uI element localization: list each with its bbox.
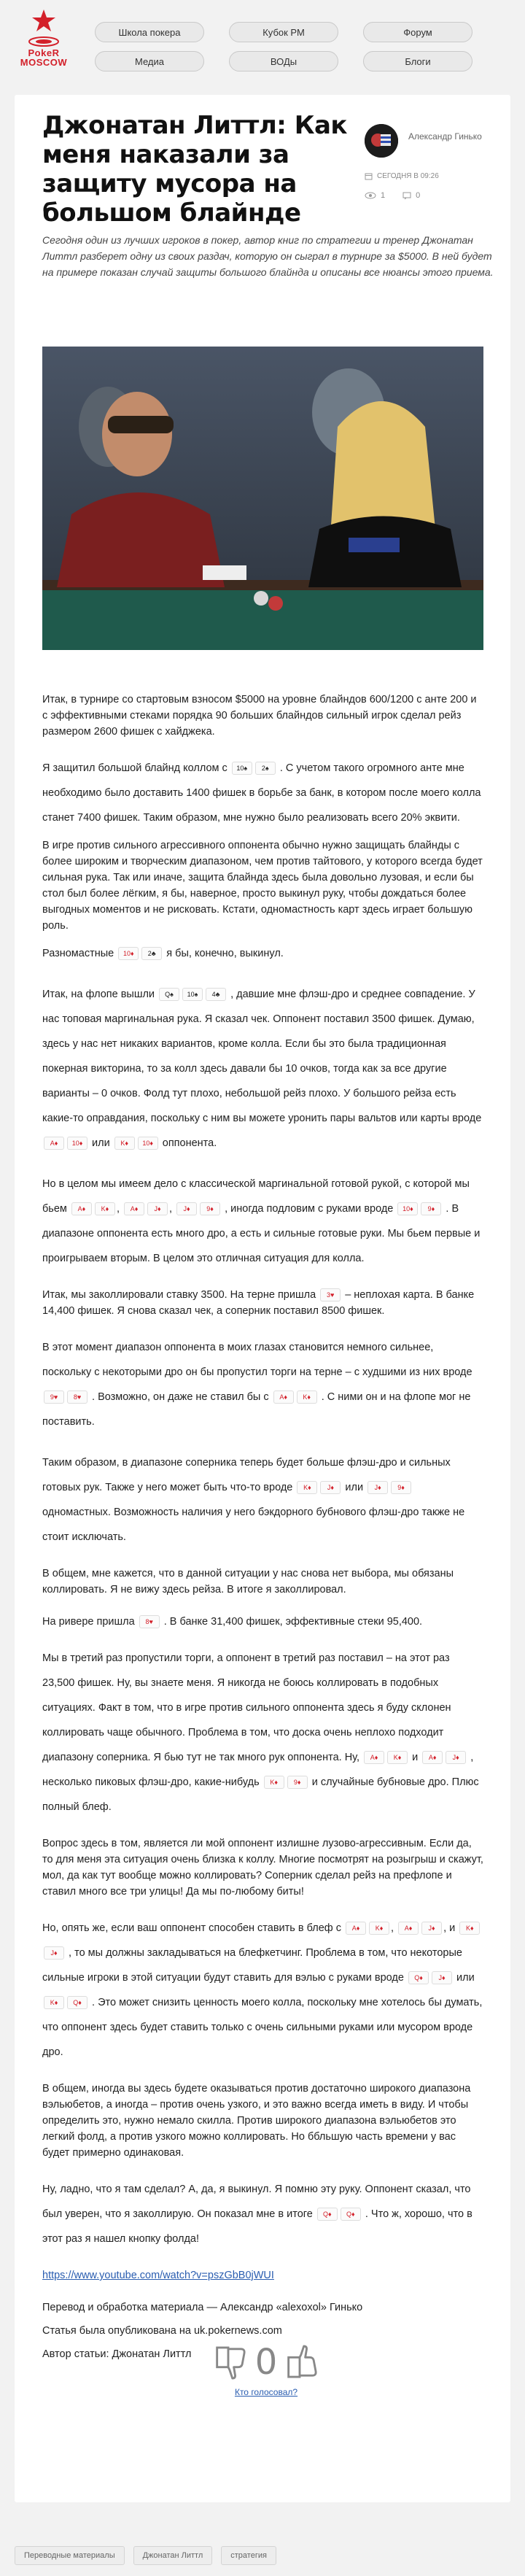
publish-date-text: СЕГОДНЯ В 09:26	[377, 172, 439, 180]
comment-icon	[402, 192, 411, 200]
card-worse-draw-2: 8♥	[67, 1391, 88, 1404]
thumbs-down-icon[interactable]	[211, 2343, 249, 2382]
card-beats-2b: J♦	[147, 1202, 168, 1215]
nav-cup-rm[interactable]: Кубок РМ	[229, 22, 338, 42]
card-ax10-1: A♦	[44, 1137, 64, 1150]
card-bluff-5a: A♦	[398, 1922, 419, 1935]
paragraph-14-text-b: и	[449, 1922, 456, 1934]
paragraph-2-text-b: . С учетом такого огромного анте мне необходимо было доставить 1400 фишек в борьбе за банк, в котором после моего колла станет 7400 фишек. Таким образом, мне нужно было реализовать всего 20% эквити.	[42, 762, 481, 824]
card-catch-1b: 9♦	[421, 1202, 441, 1215]
who-voted-link[interactable]: Кто голосовал?	[234, 2387, 298, 2397]
star-icon	[31, 9, 56, 32]
card-ax10-2: 10♦	[67, 1137, 88, 1150]
paragraph-9	[42, 1450, 483, 1550]
paragraph-6-text-b: , иногда подловим с руками вроде	[225, 1203, 394, 1215]
card-shown-1: Q♦	[317, 2208, 338, 2221]
card-bluff-1b: K♦	[387, 1751, 408, 1764]
video-link-paragraph	[42, 2267, 483, 2283]
author-name[interactable]: Александр Гинько	[408, 131, 482, 142]
poker-players-photo	[42, 347, 483, 650]
card-strong-2b: 9♦	[391, 1481, 411, 1494]
paragraph-6: Но в целом мы имеем дело с классической маргинальной готовой рукой, с которой мы бьем A♦ K♦ , A♦ J♦ , J♦ 9♦ , иногда подловим с руками вроде 10♦ 9♦ . В диапазоне оппонента есть много дро, а есть и сильные готовые руки. Мы бьем первые и проигрываем вторым. В целом это отличная ситуация для колла.	[42, 1178, 481, 1264]
card-kx10-1: K♦	[114, 1137, 135, 1150]
tag-jonathan-little[interactable]: Джонатан Литтл	[133, 2546, 213, 2565]
card-flop-1: Q♠	[159, 988, 179, 1001]
card-bluff-4a: A♦	[346, 1922, 366, 1935]
paragraph-9-text-b: или	[345, 1482, 364, 1493]
paragraph-10: В общем, мне кажется, что в данной ситуации у нас снова нет выбора, мы обязаны коллировать. Я не вижу здесь рейза. В итоге я заколлировал.	[42, 1568, 454, 1596]
card-turn: 3♥	[320, 1288, 341, 1301]
paragraph-14: Но, опять же, если ваш оппонент способен ставить в блеф с A♦ K♦ , A♦ J♦ , и K♦J♦ , то мы должны закладываться на блефкетчинг. Проблема в том, что некоторые сильные игроки в этой ситуации будут ставить для вэлью с руками вроде Q♦ J♦ или K♦ Q♦ . Это может снизить ценность моего колла, поскольку мне хотелось бы думать, что оппонент здесь будет ставить только с очень сильными руками или мусором вроде дро.	[42, 1922, 483, 2058]
paragraph-12-text-d: и случайные бубновые дро. Плюс полный блеф.	[42, 1776, 479, 1813]
card-bluff-2b: J♦	[446, 1751, 466, 1764]
paragraph-11-text-a: На ривере пришла	[42, 1616, 135, 1628]
card-strong-2a: J♦	[368, 1481, 388, 1494]
card-value-2b: Q♦	[67, 1996, 88, 2009]
card-catch-1a: 10♦	[397, 1202, 418, 1215]
card-beats-1a: A♦	[71, 1202, 92, 1215]
paragraph-12-text-a: Мы в третий раз пропустили торги, а оппонент в третий раз поставил – на этот раз 23,500 фишек. Ну, вы знаете меня. Я никогда не боюсь коллировать в подобных ситуациях. Факт в том, что в игре против сильного оппонента здесь я буду склонен коллировать чаще обычного. Проблема в том, что доска очень неплохо подходит диапазону соперника. Я бью тут не так много рук оппонента. Ну,	[42, 1652, 451, 1763]
thumbs-up-icon[interactable]	[283, 2343, 321, 2382]
paragraph-11-text-b: . В банке 31,400 фишек, эффективные стеки 95,400.	[163, 1616, 423, 1628]
card-river: 8♥	[139, 1615, 160, 1628]
youtube-link[interactable]: https://www.youtube.com/watch?v=pszGbB0jWUI	[42, 2270, 274, 2281]
paragraph-8	[42, 1335, 483, 1434]
card-flop-2: 10♠	[182, 988, 203, 1001]
paragraph-8-text-a: В этот момент диапазон оппонента в моих глазах становится немного сильнее, поскольку с некоторыми дро он бы пропустил торги на терне – с худшими из них вроде	[42, 1342, 472, 1378]
paragraph-2-text-a: Я защитил большой блайнд коллом с	[42, 762, 228, 774]
paragraph-7-text-b: – неплохая карта. В банке 14,400 фишек. Я снова сказал чек, а соперник поставил 8500 фишек.	[42, 1289, 475, 1317]
paragraph-11	[42, 1614, 483, 1630]
card-beats-3a: J♦	[176, 1202, 197, 1215]
article-photo	[42, 347, 483, 650]
card-bluff-5b: J♦	[421, 1922, 442, 1935]
site-header	[0, 0, 525, 88]
paragraph-3: В игре против сильного агрессивного оппонента обычно нужно защищать блайнды с более широким и творческим диапазоном, чем против тайтового, у которого всегда будет сильная рука. Так или иначе, защита блайнда здесь была довольно лузовая, и если бы стол был более лёгким, я бы, наверное, просто выкинул руку, чтобы дождаться более выгодных моментов и не рисковать. Кстати, одномастность карт здесь играет большую роль.	[42, 840, 483, 932]
card-value-1a: Q♦	[408, 1971, 429, 1984]
card-bluff-3b: 9♦	[287, 1776, 308, 1789]
paragraph-4-text-b: я бы, конечно, выкинул.	[166, 948, 284, 959]
paragraph-9-text-c: одномастных. Возможность наличия у него бэкдорного бубнового флэш-дро также не стоит исключать.	[42, 1506, 465, 1543]
logo-text-line1: PokeR	[28, 47, 60, 58]
paragraph-7-text-a: Итак, мы заколлировали ставку 3500. На терне пришла	[42, 1289, 316, 1301]
nav-blogs[interactable]: Блоги	[363, 51, 472, 71]
tag-translations[interactable]: Переводные материалы	[15, 2546, 125, 2565]
paragraph-9-text-a: Таким образом, в диапазоне соперника теперь будет больше флэш-дро и сильных готовых рук. Также у него может быть что-то вроде	[42, 1457, 451, 1493]
card-worse-draw-1: 9♥	[44, 1391, 64, 1404]
paragraph-14-text-e: . Это может снизить ценность моего колла, поскольку мне хотелось бы думать, что оппонент здесь будет ставить только с очень сильными руками или мусором вроде дро.	[42, 1997, 483, 2058]
paragraph-5-text-d: оппонента.	[162, 1137, 217, 1149]
nav-forum[interactable]: Форум	[363, 22, 472, 42]
paragraph-12-text-c: , несколько пиковых флэш-дро, какие-нибудь	[42, 1752, 474, 1788]
author-avatar[interactable]	[365, 124, 398, 158]
card-value-1b: J♦	[432, 1971, 452, 1984]
card-bluff-3a: K♦	[264, 1776, 284, 1789]
card-akx-2: K♦	[297, 1391, 317, 1404]
tag-list	[15, 2546, 276, 2565]
paragraph-12-text-b: и	[412, 1752, 419, 1763]
card-hero-2: 2♠	[255, 762, 276, 775]
article-stats	[365, 191, 420, 200]
paragraph-4-text-a: Разномастные	[42, 948, 114, 959]
card-bluff-2a: A♦	[422, 1751, 443, 1764]
site-logo[interactable]	[15, 9, 73, 82]
card-flop-3: 4♣	[206, 988, 226, 1001]
article-body	[42, 692, 483, 2370]
comments-count[interactable]: 0	[416, 191, 421, 200]
card-beats-3b: 9♦	[200, 1202, 220, 1215]
card-strong-1b: J♦	[320, 1481, 341, 1494]
card-value-2a: K♦	[44, 1996, 64, 2009]
paragraph-16	[42, 2177, 483, 2251]
card-beats-2a: A♦	[124, 1202, 144, 1215]
paragraph-14-text-a: Но, опять же, если ваш оппонент способен ставить в блеф с	[42, 1922, 341, 1934]
credit-translation: Перевод и обработка материала — Александр «alexoxol» Гинько	[42, 2302, 363, 2313]
paragraph-15: В общем, иногда вы здесь будете оказываться против достаточно широкого диапазона вэльюбетов, а иногда – против очень узкого, и это важно всегда иметь в виду. И чтобы определить это, нужно немало скилла. Против широкого диапазона вэльюбетов это легкий фолд, а против узкого можно коллировать. Но ббльшую часть времени у вас будет примерно одинаковая.	[42, 2083, 471, 2159]
calendar-icon	[365, 172, 373, 180]
vote-count: 0	[254, 2342, 278, 2383]
vote-widget	[211, 2342, 321, 2397]
nav-poker-school[interactable]: Школа покера	[95, 22, 204, 42]
avatar-image	[365, 124, 398, 158]
publish-date	[365, 172, 439, 180]
main-nav	[95, 22, 503, 71]
card-akx-1: A♦	[273, 1391, 294, 1404]
article-title: Джонатан Литтл: Как меня наказали за защиту мусора на большом блайнде	[42, 111, 348, 228]
card-beats-1b: K♦	[95, 1202, 115, 1215]
views-count: 1	[381, 191, 386, 200]
paragraph-6-text-a: Но в целом мы имеем дело с классической маргинальной готовой рукой, с которой мы бьем	[42, 1178, 470, 1215]
card-kx10-2: 10♦	[138, 1137, 158, 1150]
credit-author: Автор статьи: Джонатан Литтл	[42, 2348, 192, 2360]
card-offsuit-2: 2♣	[141, 947, 162, 960]
paragraph-14-text-d: или	[456, 1972, 475, 1984]
card-bluff-4b: K♦	[369, 1922, 389, 1935]
eye-icon	[365, 192, 376, 199]
paragraph-5-text-b: , давшие мне флэш-дро и среднее совпадение. У нас топовая маргинальная рука. Я сказал чек. Оппонент поставил 3500 фишек. Думаю, здесь у нас нет никаких вариантов, кроме колла. Если бы это была традиционная покерная викторина, то за колл здесь давали бы 10 очков, тогда как за все другие варианты – 0 очков. Фолд тут плохо, небольшой рейз плохо. У большого рейза есть какие-то оправдания, поскольку с ним вы можете уронить пары вальтов или карты вроде	[42, 989, 482, 1124]
card-shown-2: Q♦	[341, 2208, 361, 2221]
nav-media[interactable]: Медиа	[95, 51, 204, 71]
paragraph-4	[42, 941, 483, 966]
tag-strategy[interactable]: стратегия	[221, 2546, 276, 2565]
paragraph-16-text-b: . Что ж, хорошо, что в этот раз я нашел кнопку фолда!	[42, 2208, 472, 2245]
paragraph-1: Итак, в турнире со стартовым взносом $5000 на уровне блайндов 600/1200 с анте 200 и с эффективными стеками порядка 90 больших блайндов сильный игрок сделал рейз размером 2600 фишек с хайджека.	[42, 694, 477, 738]
card-bluff-6b: J♦	[44, 1946, 64, 1960]
paragraph-14-text-c: , то мы должны закладываться на блефкетчинг. Проблема в том, что некоторые сильные игроки в этой ситуации будут ставить для вэлью с руками вроде	[42, 1947, 462, 1984]
card-strong-1a: K♦	[297, 1481, 317, 1494]
paragraph-8-text-b: . Возможно, он даже не ставил бы с	[92, 1391, 269, 1403]
paragraph-8-text-c: . С ними он и на флопе мог не поставить.	[42, 1391, 471, 1428]
card-bluff-1a: A♦	[364, 1751, 384, 1764]
article-card	[15, 95, 510, 2502]
logo-chip-icon	[27, 35, 61, 48]
card-hero-1: 10♠	[232, 762, 252, 775]
paragraph-5	[42, 982, 483, 1156]
logo-text-line2: MOSCOW	[20, 57, 68, 68]
card-offsuit-1: 10♦	[118, 947, 139, 960]
paragraph-7	[42, 1287, 483, 1319]
paragraph-6-text-c: . В диапазоне оппонента есть много дро, а есть и сильные готовые руки. Мы бьем первые и проигрываем вторым. В целом это отличная ситуация для колла.	[42, 1203, 481, 1264]
article-lead: Сегодня один из лучших игроков в покер, автор книг по стратегии и тренер Джонатан Литтл разберет одну из своих раздач, которую он сыграл в турнире за $5000. В ней будет на примере показан случай защиты большого блайнда и описаны все нюансы этого приема.	[42, 234, 494, 278]
paragraph-16-text-a: Ну, ладно, что я там сделал? А, да, я выкинул. Я помню эту руку. Оппонент сказал, что был уверен, что я заколлирую. Он показал мне в итоге	[42, 2184, 471, 2220]
paragraph-5-text-a: Итак, на флопе вышли	[42, 989, 155, 1000]
credit-source: Статья была опубликована на uk.pokernews.com	[42, 2325, 282, 2337]
paragraph-12	[42, 1646, 483, 1819]
paragraph-13: Вопрос здесь в том, является ли мой оппонент излишне лузово-агрессивным. Если да, то для меня эта ситуация очень близка к коллу. Многие посмотрят на розыгрыш и скажут, мол, да как тут вообще можно коллировать? Соперник сделал рейз на префлопе и ставил много все три улицы! Да мы по-любому биты!	[42, 1838, 483, 1898]
nav-vods[interactable]: ВОДы	[229, 51, 338, 71]
paragraph-2	[42, 756, 483, 830]
card-bluff-6a: K♦	[459, 1922, 480, 1935]
paragraph-5-text-c: или	[92, 1137, 110, 1149]
